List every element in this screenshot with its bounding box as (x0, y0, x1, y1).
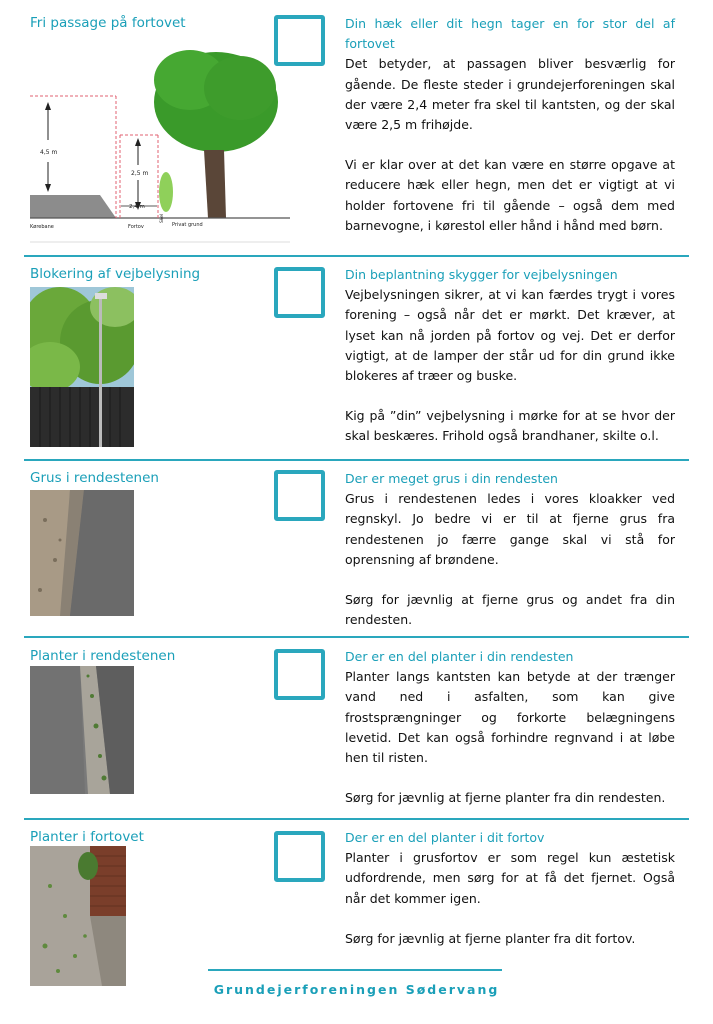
heading-passage: Din hæk eller dit hegn tager en for stor del af fortovet (345, 16, 675, 52)
checkbox-passage[interactable] (274, 15, 325, 66)
paragraph: Vejbelysningen sikrer, at vi kan færdes trygt i vores forening – også når det er mørkt. Det kræver, at lyset kan nå jorden på fortov og vej. Det er derfor vigtigt, at de lamper der står ud for din grund ikke blokeres af træer og buske. (345, 287, 675, 384)
height-label-left: 4,5 m (40, 149, 58, 156)
heading-gutter-plants: Der er en del planter i din rendesten (345, 649, 574, 664)
section-body-gravel (345, 469, 675, 630)
label-sidewalk: Fortov (128, 224, 144, 230)
paragraph: Planter langs kantsten kan betyde at der trænger vand ned i asfalten, som kan give frostsprængninger og forkorte belægningens levetid. Det kan også forhindre regnvand i at løbe hen til risten. (345, 669, 675, 766)
paragraph: Sørg for jævnlig at fjerne planter fra din rendesten. (345, 790, 666, 806)
section-title-passage: Fri passage på fortovet (30, 15, 186, 31)
section-title-sidewalk-plants: Planter i fortovet (30, 829, 144, 845)
footer-association-name: Grundejerforeningen Sødervang (213, 982, 500, 997)
checkbox-gravel[interactable] (274, 470, 325, 521)
paragraph: Vi er klar over at det kan være en større opgave at reducere hæk eller hegn, men det er vigtigt at vi holder fortovene fri til gående – også dem med barnevogne, i kørestol eller hånd i hånd med børn. (345, 157, 675, 233)
checkbox-lighting[interactable] (274, 267, 325, 318)
height-label-right: 2,5 m (131, 170, 149, 177)
section-body-lighting (345, 265, 675, 447)
gutter-plants-photo (30, 666, 134, 794)
paragraph: Grus i rendestenen ledes i vores kloakker ved regnskyl. Jo bedre vi er til at fjerne grus fra rendestenen jo færre gange skal vi stå for oprensning af brøndene. (345, 491, 675, 567)
section-title-gutter-plants: Planter i rendestenen (30, 648, 176, 664)
label-road: Kørebane (30, 224, 54, 230)
divider (24, 255, 689, 257)
heading-gravel: Der er meget grus i din rendesten (345, 471, 558, 486)
section-body-sidewalk-plants (345, 828, 675, 949)
street-light-photo (30, 287, 134, 447)
sidewalk-plants-photo (30, 846, 126, 986)
label-boundary: Skel (160, 213, 165, 223)
sidewalk-diagram (30, 40, 290, 245)
section-title-lighting: Blokering af vejbelysning (30, 266, 201, 282)
heading-sidewalk-plants: Der er en del planter i dit fortov (345, 830, 545, 845)
heading-lighting: Din beplantning skygger for vejbelysningen (345, 267, 618, 282)
label-private: Privat grund (172, 222, 203, 228)
width-label: 2,4 m (129, 204, 145, 210)
paragraph: Planter i grusfortov er som regel kun æstetisk udfordrende, men sørg for at få det fjernet. Også når det kommer igen. (345, 850, 675, 906)
section-title-gravel: Grus i rendestenen (30, 470, 159, 486)
divider (24, 459, 689, 461)
paragraph: Det betyder, at passagen bliver besværlig for gående. De fleste steder i grundejerforeningen skal der være 2,4 meter fra skel til kantsten, og der skal være 2,5 m frihøjde. (345, 56, 675, 133)
gravel-gutter-photo (30, 490, 134, 616)
paragraph: Kig på ”din” vejbelysning i mørke for at se hvor der skal beskæres. Frihold også brandhaner, skilte o.l. (345, 408, 675, 444)
section-body-gutter-plants (345, 647, 675, 808)
checkbox-gutter-plants[interactable] (274, 649, 325, 700)
hedge-icon (159, 172, 173, 212)
paragraph: Sørg for jævnlig at fjerne grus og andet fra din rendesten. (345, 592, 675, 628)
divider (24, 818, 689, 820)
checkbox-sidewalk-plants[interactable] (274, 831, 325, 882)
section-body-passage (345, 14, 675, 236)
footer-divider (208, 969, 502, 971)
divider (24, 636, 689, 638)
paragraph: Sørg for jævnlig at fjerne planter fra dit fortov. (345, 930, 636, 946)
